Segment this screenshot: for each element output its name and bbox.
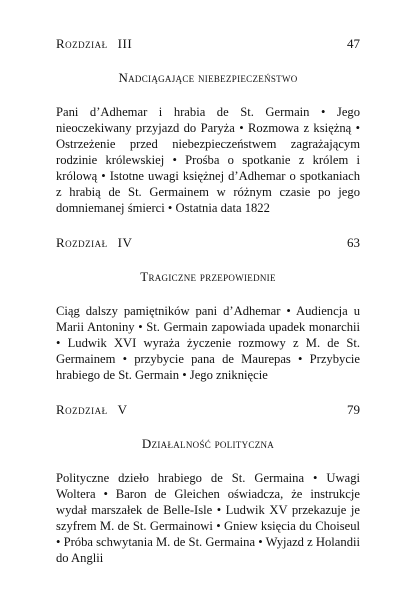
chapter-entry	[56, 402, 360, 566]
chapter-number: IV	[117, 235, 133, 250]
chapter-heading	[56, 235, 360, 251]
chapter-label	[56, 235, 132, 251]
chapter-entry	[56, 36, 360, 216]
chapter-entry	[56, 235, 360, 383]
chapter-summary: Polityczne dzieło hrabiego de St. Germaina • Uwagi Woltera • Baron de Gleichen oświadcza, że instrukcje wydał marszałek de Belle-Isle • Ludwik XV przekazuje je szyfrem M. de St. Germainowi • Gniew księcia du Choiseul • Próba schwytania M. de St. Germaina • Wyjazd z Holandii do Anglii	[56, 471, 360, 565]
chapter-heading	[56, 36, 360, 52]
chapter-title: Tragiczne przepowiednie	[140, 269, 276, 284]
chapter-label	[56, 36, 132, 52]
table-of-contents	[56, 36, 360, 566]
chapter-number: V	[117, 402, 128, 417]
chapter-word: Rozdział	[56, 235, 108, 250]
chapter-word: Rozdział	[56, 402, 108, 417]
chapter-heading	[56, 402, 360, 418]
chapter-number: III	[117, 36, 133, 51]
chapter-page-number: 63	[347, 235, 360, 250]
chapter-page-number: 47	[347, 36, 360, 51]
chapter-word: Rozdział	[56, 36, 108, 51]
chapter-summary: Pani d’Adhemar i hrabia de St. Germain • Jego nieoczekiwany przyjazd do Paryża • Rozmowa z księżną • Ostrzeżenie przed niebezpieczeństwem zagrażającym rodzinie królewskiej • Prośba o spotkanie z królem i królową • Istotne uwagi księżnej d’Adhemar o spotkaniach z hrabią de St. Germainem w różnym czasie po jego domniemanej śmierci • Ostatnia data 1822	[56, 105, 360, 215]
chapter-title: Działalność polityczna	[141, 436, 275, 451]
chapter-page-number: 79	[347, 402, 360, 417]
chapter-label	[56, 402, 128, 418]
chapter-title: Nadciągające niebezpieczeństwo	[118, 70, 298, 85]
chapter-summary: Ciąg dalszy pamiętników pani d’Adhemar • Audiencja u Marii Antoniny • St. Germain zapowiada upadek monarchii • Ludwik XVI wyraża życzenie rozmowy z M. de St. Germainem • przybycie pana de Maurepas • Przybycie hrabiego de St. Germain • Jego zniknięcie	[56, 304, 360, 382]
